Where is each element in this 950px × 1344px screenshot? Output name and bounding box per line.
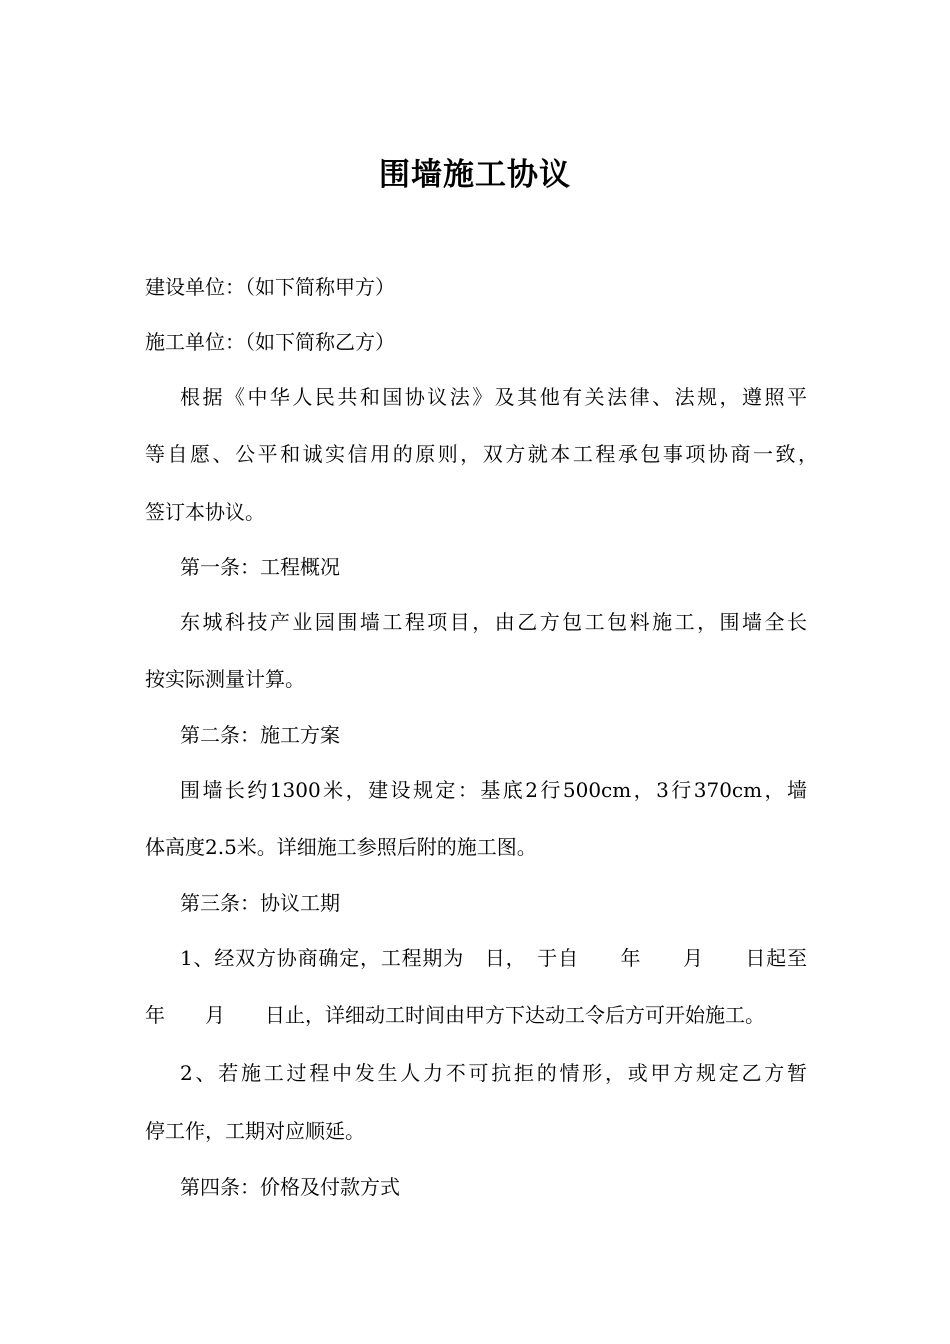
article-3-item-1-line-2: 年 月 日止，详细动工时间由甲方下达动工令后方可开始施工。	[145, 1003, 765, 1027]
preamble-line-1: 根据《中华人民共和国协议法》及其他有关法律、法规，遵照平	[180, 385, 807, 409]
article-3-item-2-line-2: 停工作，工期对应顺延。	[145, 1119, 365, 1143]
article-2-text-line-1: 围墙长约1300米，建设规定：基底2行500cm，3行370cm，墙	[180, 778, 807, 802]
article-3-item-1-line-1: 1、经双方协商确定，工程期为 日， 于自 年 月 日起至	[180, 946, 807, 970]
preamble-line-3: 签订本协议。	[145, 500, 265, 524]
document-title: 围墙施工协议	[379, 157, 571, 193]
preamble-line-2: 等自愿、公平和诚实信用的原则，双方就本工程承包事项协商一致，	[145, 442, 818, 466]
article-1-text-line-2: 按实际测量计算。	[145, 667, 305, 691]
article-3-item-2-line-1: 2、若施工过程中发生人力不可抗拒的情形，或甲方规定乙方暂	[180, 1061, 807, 1085]
party-a-line: 建设单位：（如下简称甲方）	[145, 275, 395, 299]
party-b-line: 施工单位：（如下简称乙方）	[145, 330, 395, 354]
article-4-heading: 第四条：价格及付款方式	[180, 1175, 400, 1199]
article-3-heading: 第三条：协议工期	[180, 891, 340, 915]
article-1-text-line-1: 东城科技产业园围墙工程项目，由乙方包工包料施工，围墙全长	[180, 610, 807, 634]
article-2-text-line-2: 体高度2.5米。详细施工参照后附的施工图。	[145, 835, 537, 859]
article-2-heading: 第二条：施工方案	[180, 723, 340, 747]
article-1-heading: 第一条：工程概况	[180, 555, 340, 579]
